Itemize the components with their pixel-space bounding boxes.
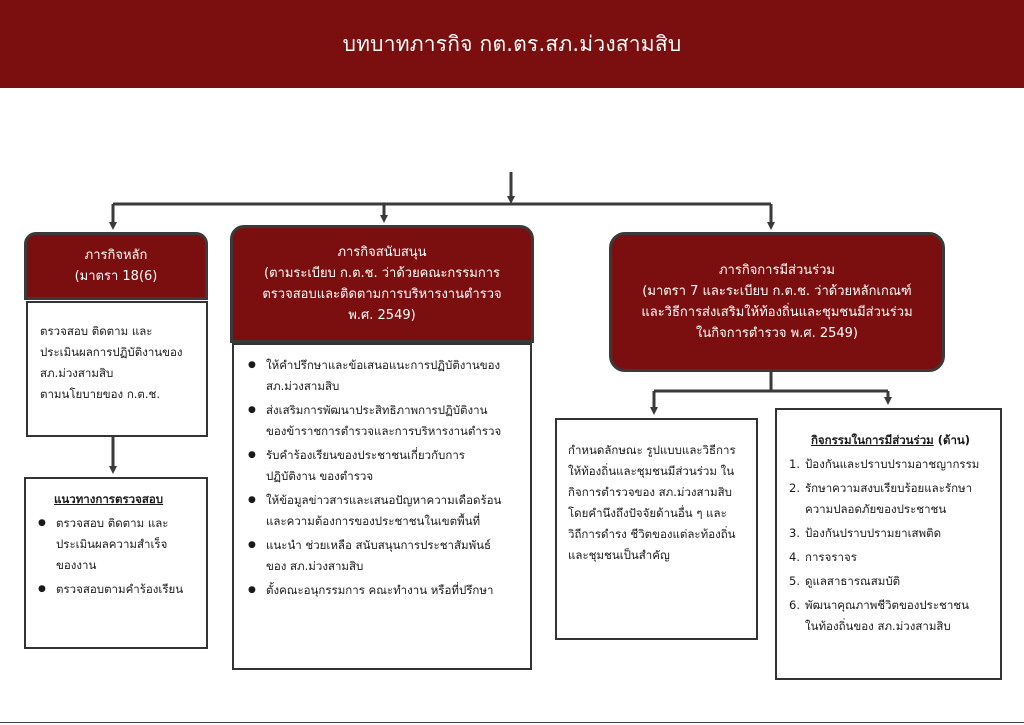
text-line: ● ให้ข้อมูลข่าวสารและเสนอปัญหาความเดือดร้อน <box>266 493 502 507</box>
text-line: ประเมินผลความสำเร็จ <box>56 537 168 551</box>
support-mission-body <box>232 343 532 670</box>
list-item <box>36 513 198 576</box>
list-item: 1. ป้องกันและปราบปรามอาชญากรรม <box>789 454 992 475</box>
text-line: ตรวจสอบและติดตามการบริหารงานตำรวจ <box>262 287 502 302</box>
text-line: ป้องกันปราบปรามยาเสพติด <box>805 526 942 540</box>
list-item <box>36 579 198 600</box>
text-line: (ตามระเบียบ ก.ต.ช. ว่าด้วยคณะกรรมการ <box>264 266 500 281</box>
list-item: 6. พัฒนาคุณภาพชีวิตของประชาชน ในท้องถิ่นของ สภ.ม่วงสามสิบ <box>789 595 992 637</box>
text-line: ● ตั้งคณะอนุกรรมการ คณะทำงาน หรือที่ปรึกษา <box>266 583 494 597</box>
list-item: 4. การจราจร <box>789 547 992 568</box>
text-line: ● รับคำร้องเรียนของประชาชนเกี่ยวกับการ <box>266 448 465 462</box>
text-line: ● ให้คำปรึกษาและข้อเสนอแนะการปฏิบัติงานของ <box>266 358 501 372</box>
text-line: โดยคำนึงถึงปัจจัยด้านอื่น ๆ และ <box>568 506 727 520</box>
text-line: ● ตรวจสอบตามคำร้องเรียน <box>56 582 184 596</box>
text-line: ดูแลสาธารณสมบัติ <box>805 574 901 588</box>
participation-mission-header <box>609 232 945 372</box>
text-line: วิถีการดำรง ชีวิตของแต่ละท้องถิ่น <box>568 527 736 541</box>
list-item <box>246 445 522 487</box>
text-line: ● แนะนำ ช่วยเหลือ สนับสนุนการประชาสัมพันธ์ <box>266 538 492 552</box>
text-line: พ.ศ. 2549) <box>348 308 416 323</box>
text-line: ในท้องถิ่นของ สภ.ม่วงสามสิบ <box>805 619 951 633</box>
guideline-box <box>24 477 208 649</box>
bottom-rule <box>0 722 1024 723</box>
text-line: ให้ท้องถิ่นและชุมชนมีส่วนร่วม ใน <box>568 464 735 478</box>
list-item: 3. ป้องกันปราบปรามยาเสพติด <box>789 523 992 544</box>
text-line: สภ.ม่วงสามสิบ <box>40 366 114 380</box>
text-line: ของข้าราชการตำรวจและการบริหารงานตำรวจ <box>266 424 502 438</box>
text-line: ของ สภ.ม่วงสามสิบ <box>266 559 364 573</box>
text-line: รักษาความสงบเรียบร้อยและรักษา <box>805 481 973 495</box>
text-line: (มาตรา 7 และระเบียบ ก.ต.ช. ว่าด้วยหลักเกณฑ์ <box>642 284 912 299</box>
text-line: ● ส่งเสริมการพัฒนาประสิทธิภาพการปฏิบัติงาน <box>266 403 488 417</box>
activity-title: กิจกรรมในการมีส่วนร่วม <box>810 433 934 447</box>
text-line: ประเมินผลการปฏิบัติงานของ <box>40 345 183 359</box>
participation-mission-title: ภารกิจการมีส่วนร่วม <box>718 263 836 278</box>
list-item <box>246 535 522 577</box>
text-line: ปฏิบัติงาน ของตำรวจ <box>266 469 374 483</box>
guideline-title: แนวทางการตรวจสอบ <box>54 492 164 506</box>
text-line: ● ตรวจสอบ ติดตาม และ <box>56 516 169 530</box>
page-title: บทบาทภารกิจ กต.ตร.สภ.ม่วงสามสิบ <box>342 31 682 56</box>
text-line: การจราจร <box>805 550 857 564</box>
activity-box <box>775 408 1002 680</box>
activity-suffix: (ด้าน) <box>933 433 971 447</box>
main-mission-title: ภารกิจหลัก <box>84 248 148 263</box>
list-item <box>246 490 522 532</box>
list-item <box>246 355 522 397</box>
text-line: และชุมชนเป็นสำคัญ <box>568 548 670 562</box>
text-line: พัฒนาคุณภาพชีวิตของประชาชน <box>805 598 969 612</box>
activity-heading <box>789 430 992 451</box>
support-mission-header <box>230 225 534 343</box>
participation-body <box>555 418 758 640</box>
list-item <box>246 580 522 601</box>
text-line: ในกิจการตำรวจ พ.ศ. 2549) <box>695 326 859 341</box>
text-line: ตามนโยบายของ ก.ต.ช. <box>40 387 161 401</box>
list-item: 5. ดูแลสาธารณสมบัติ <box>789 571 992 592</box>
list-item <box>246 400 522 442</box>
main-mission-header <box>24 232 208 300</box>
text-line: และความต้องการของประชาชนในเขตพื้นที่ <box>266 514 481 528</box>
text-line: และวิธีการส่งเสริมให้ท้องถิ่นและชุมชนมีส่วนร่วม <box>641 305 913 320</box>
support-mission-title: ภารกิจสนับสนุน <box>337 245 427 260</box>
text-line: ความปลอดภัยของประชาชน <box>805 502 947 516</box>
text-line: กำหนดลักษณะ รูปแบบและวิธีการ <box>568 443 736 457</box>
main-mission-subtitle: (มาตรา 18(6) <box>74 269 158 284</box>
text-line: กิจการตำรวจของ สภ.ม่วงสามสิบ <box>568 485 732 499</box>
text-line: สภ.ม่วงสามสิบ <box>266 379 340 393</box>
text-line: ของงาน <box>56 558 97 572</box>
text-line: ตรวจสอบ ติดตาม และ <box>40 324 153 338</box>
main-mission-body <box>26 301 208 437</box>
text-line: ป้องกันและปราบปรามอาชญากรรม <box>805 457 980 471</box>
list-item: 2. รักษาความสงบเรียบร้อยและรักษา ความปลอดภัยของประชาชน <box>789 478 992 520</box>
